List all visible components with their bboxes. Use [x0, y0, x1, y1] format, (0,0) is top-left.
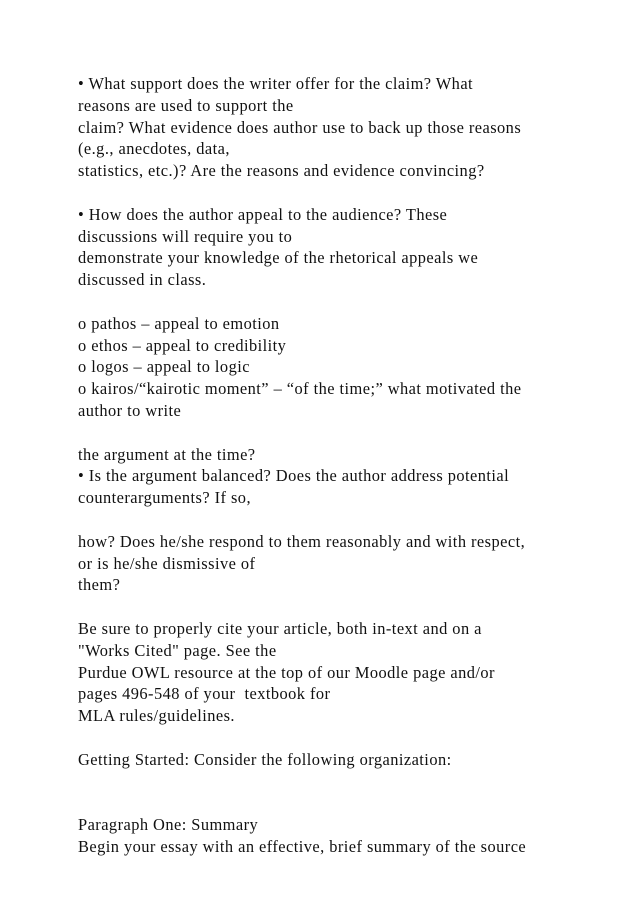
blank-line: [78, 596, 618, 618]
text-line: reasons are used to support the: [78, 95, 294, 115]
text-line: Paragraph One: Summary: [78, 815, 259, 835]
text-line: or is he/she dismissive of: [78, 553, 256, 573]
text-line: author to write: [78, 400, 182, 420]
text-line: claim? What evidence does author use to back up those reasons: [78, 117, 522, 137]
text-line: Be sure to properly cite your article, both in-text and on a: [78, 618, 482, 638]
text-line: discussions will require you to: [78, 226, 293, 246]
text-line: o logos – appeal to logic: [78, 357, 250, 377]
text-line: the argument at the time?: [78, 444, 256, 464]
text-line: • Is the argument balanced? Does the author address potential: [78, 466, 510, 486]
blank-line: [78, 509, 618, 531]
blank-line: [78, 182, 618, 204]
blank-line: [78, 792, 618, 814]
blank-line: [78, 771, 618, 793]
text-line: discussed in class.: [78, 270, 207, 290]
text-line: o kairos/“kairotic moment” – “of the time;” what motivated the: [78, 379, 522, 399]
text-line: o ethos – appeal to credibility: [78, 335, 287, 355]
blank-line: [78, 422, 618, 444]
text-line: Begin your essay with an effective, brief summary of the source: [78, 836, 527, 856]
text-line: MLA rules/guidelines.: [78, 706, 235, 726]
text-line: demonstrate your knowledge of the rhetorical appeals we: [78, 248, 479, 268]
text-line: Purdue OWL resource at the top of our Moodle page and/or: [78, 662, 495, 682]
text-line: counterarguments? If so,: [78, 488, 251, 508]
text-line: o pathos – appeal to emotion: [78, 313, 280, 333]
text-line: how? Does he/she respond to them reasonably and with respect,: [78, 531, 526, 551]
text-line: • What support does the writer offer for the claim? What: [78, 74, 474, 93]
text-line: them?: [78, 575, 121, 595]
text-line: • How does the author appeal to the audience? These: [78, 204, 448, 224]
blank-line: [78, 291, 618, 313]
blank-line: [78, 727, 618, 749]
text-line: pages 496-548 of your textbook for: [78, 684, 331, 704]
text-line: Getting Started: Consider the following organization:: [78, 749, 452, 769]
document-body: [78, 73, 618, 858]
text-line: "Works Cited" page. See the: [78, 640, 277, 660]
text-line: (e.g., anecdotes, data,: [78, 139, 230, 159]
text-line: statistics, etc.)? Are the reasons and evidence convincing?: [78, 161, 485, 181]
